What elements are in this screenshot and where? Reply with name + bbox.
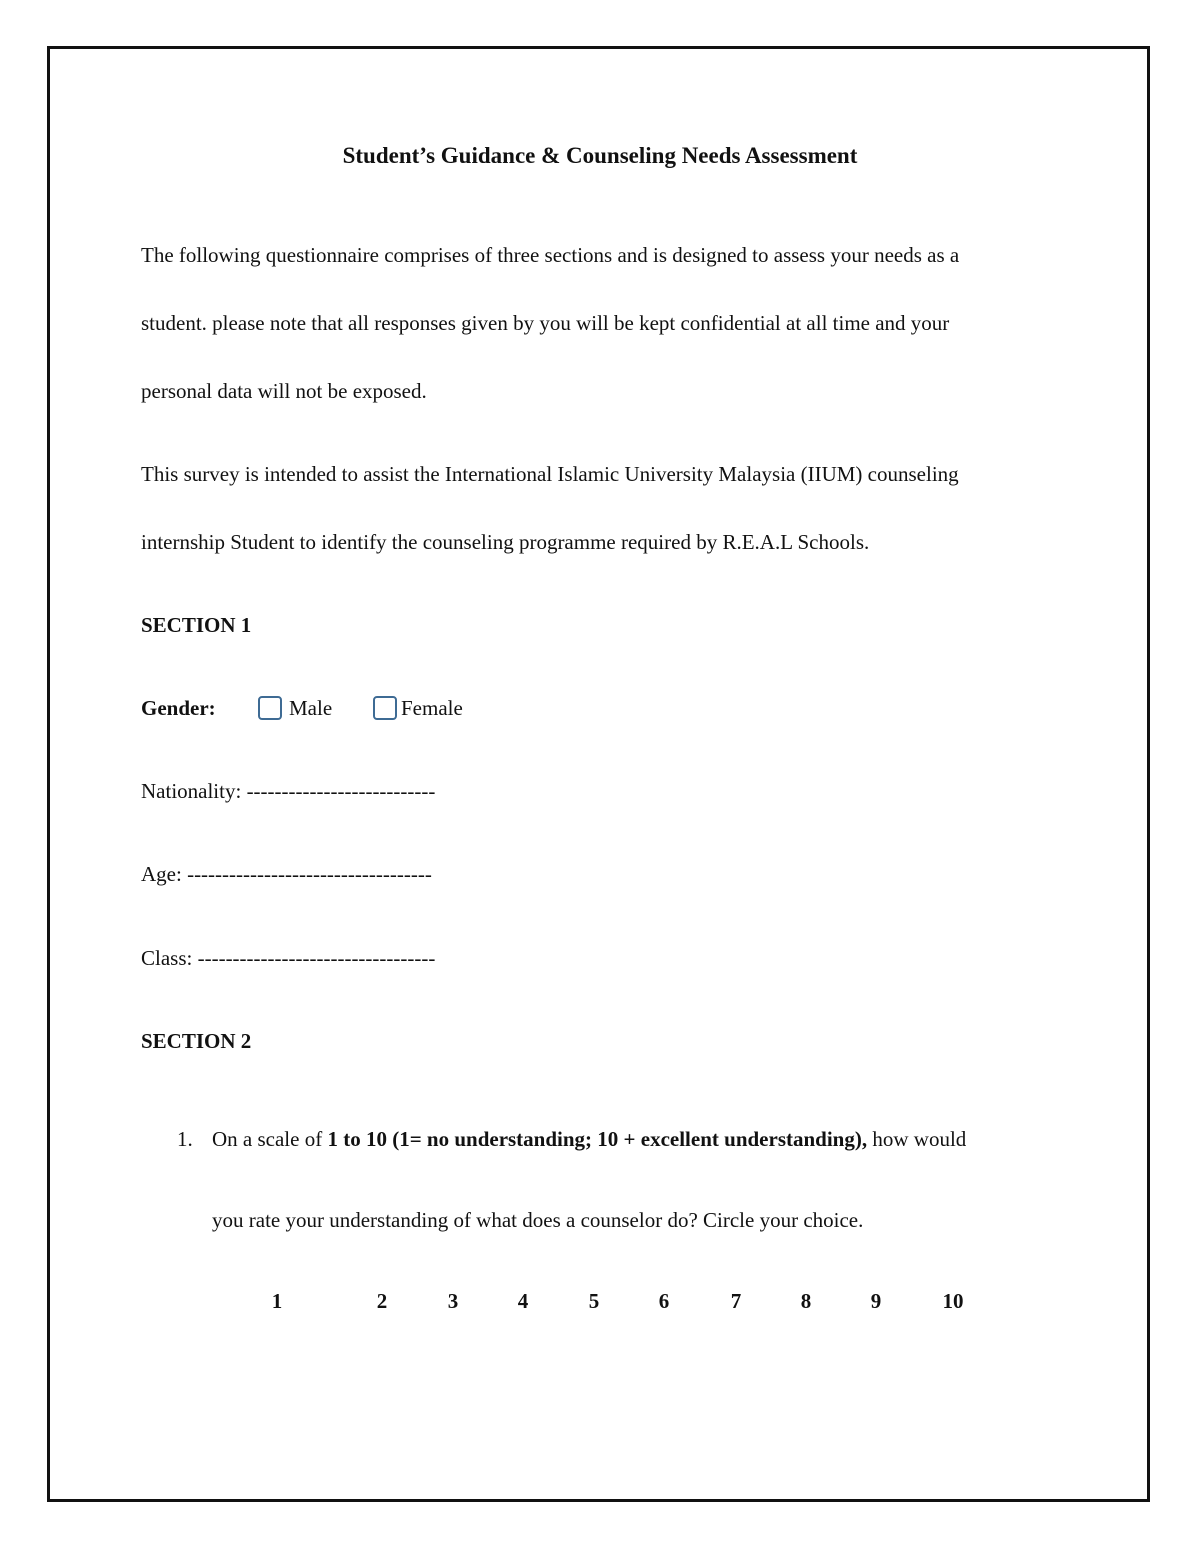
scale-option-1[interactable]: 1 <box>271 1289 283 1313</box>
female-option-label: Female <box>401 696 463 720</box>
intro-line-3: personal data will not be exposed. <box>141 379 427 403</box>
question-suffix: how would <box>867 1127 967 1151</box>
question-prefix: On a scale of <box>212 1127 328 1151</box>
question-line-1 <box>212 1127 966 1152</box>
scale-option-2[interactable]: 2 <box>376 1289 388 1313</box>
document-title: Student’s Guidance & Counseling Needs Assessment <box>342 143 858 168</box>
question-number: 1. <box>177 1127 193 1151</box>
age-field[interactable]: Age: ----------------------------------- <box>141 862 432 886</box>
purpose-line-2: internship Student to identify the counseling programme required by R.E.A.L Schools. <box>141 530 870 554</box>
scale-option-8[interactable]: 8 <box>800 1289 812 1313</box>
section2-heading: SECTION 2 <box>141 1029 252 1053</box>
scale-option-10[interactable]: 10 <box>942 1289 964 1313</box>
male-checkbox[interactable] <box>258 696 282 720</box>
scale-option-7[interactable]: 7 <box>730 1289 742 1313</box>
question-scale-definition: 1 to 10 (1= no understanding; 10 + excellent understanding), <box>327 1127 868 1151</box>
nationality-field[interactable]: Nationality: --------------------------- <box>141 779 436 803</box>
scale-option-4[interactable]: 4 <box>517 1289 529 1313</box>
class-field[interactable]: Class: ---------------------------------- <box>141 946 436 970</box>
scale-option-6[interactable]: 6 <box>658 1289 670 1313</box>
purpose-line-1: This survey is intended to assist the International Islamic University Malaysia (IIUM) counseling <box>141 462 959 486</box>
intro-line-1: The following questionnaire comprises of three sections and is designed to assess your needs as a <box>141 243 960 267</box>
scale-option-5[interactable]: 5 <box>588 1289 600 1313</box>
male-option-label: Male <box>289 696 333 720</box>
scale-option-3[interactable]: 3 <box>447 1289 459 1313</box>
scale-option-9[interactable]: 9 <box>870 1289 882 1313</box>
gender-label: Gender: <box>141 696 216 720</box>
intro-line-2: student. please note that all responses given by you will be kept confidential at all time and your <box>141 311 950 335</box>
female-checkbox[interactable] <box>373 696 397 720</box>
question-line-2: you rate your understanding of what does a counselor do? Circle your choice. <box>212 1208 864 1232</box>
section1-heading: SECTION 1 <box>141 613 252 637</box>
